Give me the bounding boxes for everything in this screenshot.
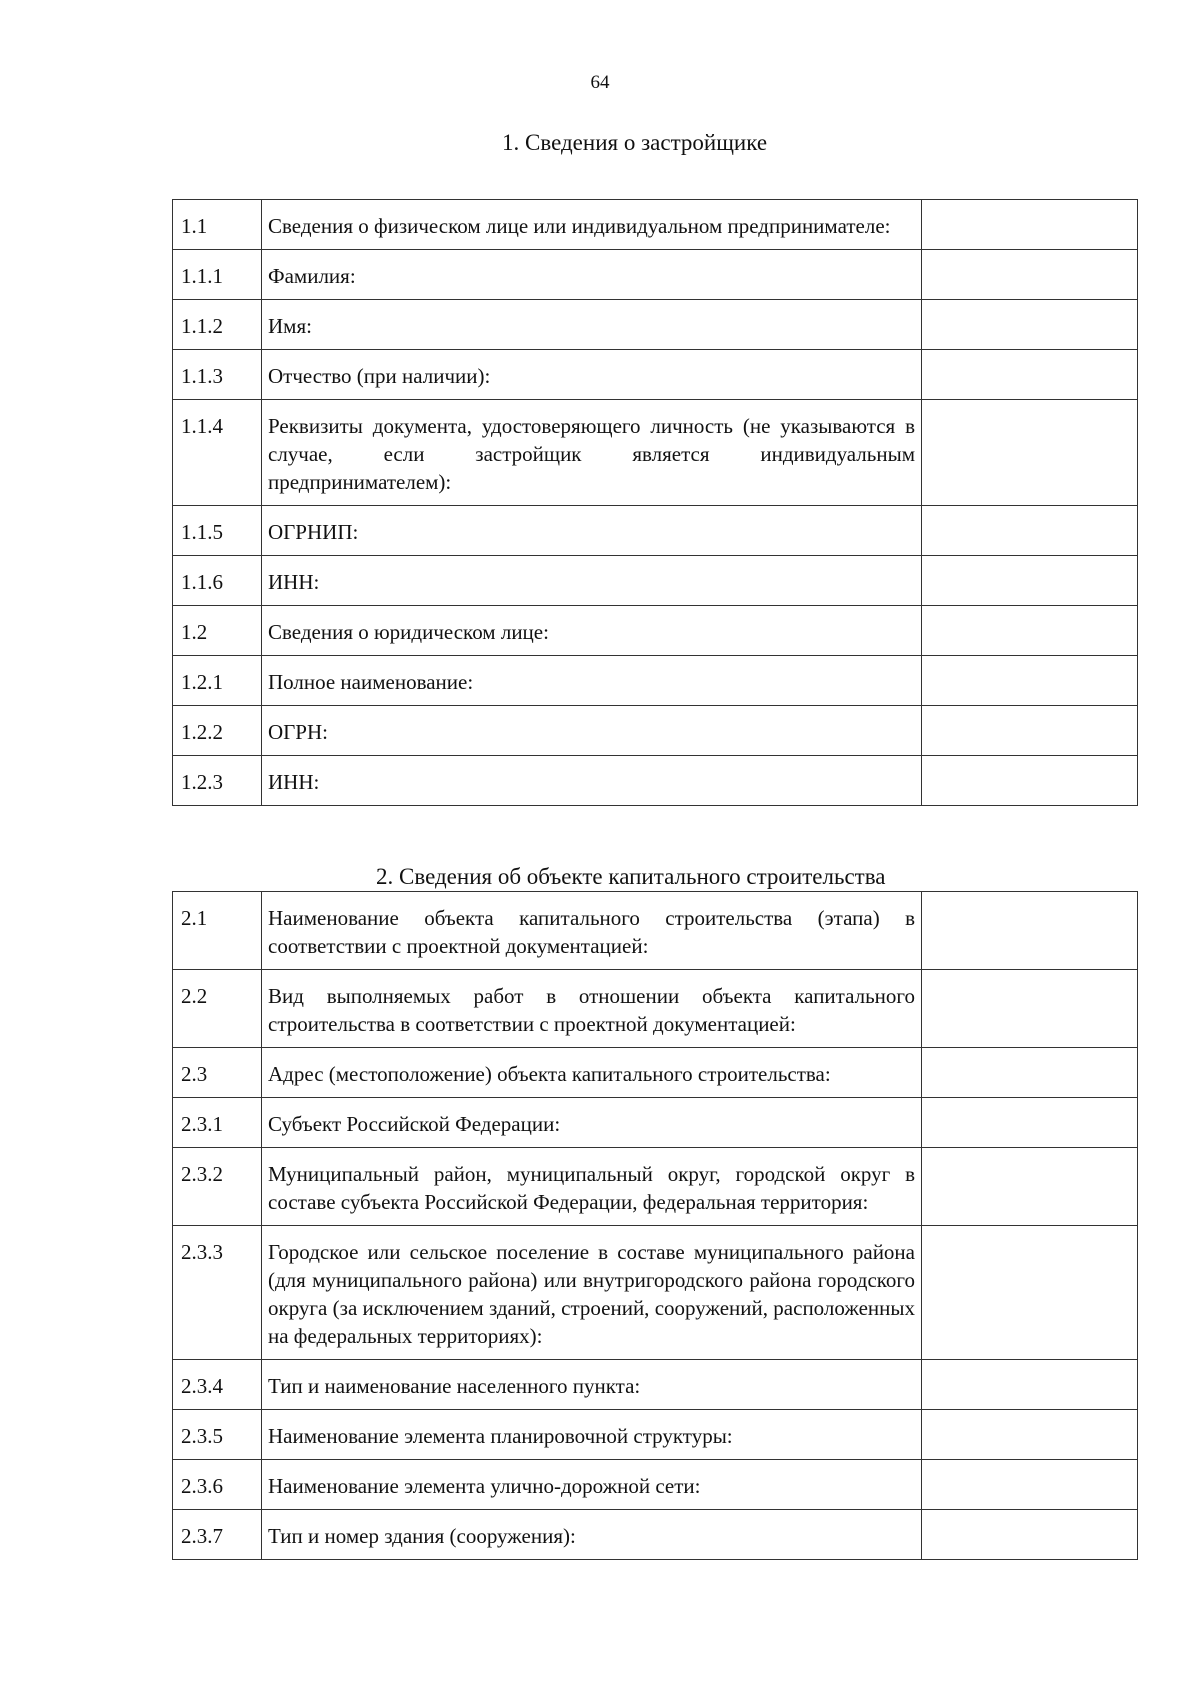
table-row xyxy=(173,1048,1138,1098)
row-value-field[interactable] xyxy=(922,1410,1138,1460)
row-number: 1.2.3 xyxy=(173,756,262,806)
row-number: 2.1 xyxy=(173,892,262,970)
table-row xyxy=(173,656,1138,706)
table-row xyxy=(173,706,1138,756)
row-label: Отчество (при наличии): xyxy=(262,350,922,400)
developer-info-table xyxy=(172,199,1138,806)
row-number: 1.1.3 xyxy=(173,350,262,400)
row-label: Наименование элемента планировочной структуры: xyxy=(262,1410,922,1460)
row-label: Тип и наименование населенного пункта: xyxy=(262,1360,922,1410)
row-label: Городское или сельское поселение в составе муниципального района (для муниципального района) или внутригородского района городского округа (за исключением зданий, строений, сооружений, расположенных на федеральных территориях): xyxy=(262,1226,922,1360)
row-value-field[interactable] xyxy=(922,1098,1138,1148)
section-2-title: 2. Сведения об объекте капитального строительства xyxy=(376,864,886,889)
row-value-field[interactable] xyxy=(922,1048,1138,1098)
row-number: 2.2 xyxy=(173,970,262,1048)
table-row xyxy=(173,1510,1138,1560)
row-value-field[interactable] xyxy=(922,506,1138,556)
row-label: Сведения о физическом лице или индивидуальном предпринимателе: xyxy=(262,200,922,250)
row-label: Имя: xyxy=(262,300,922,350)
row-value-field[interactable] xyxy=(922,1510,1138,1560)
row-label: ОГРН: xyxy=(262,706,922,756)
row-number: 2.3.6 xyxy=(173,1460,262,1510)
row-number: 2.3.2 xyxy=(173,1148,262,1226)
row-label: Реквизиты документа, удостоверяющего личность (не указываются в случае, если застройщик является индивидуальным предпринимателем): xyxy=(262,400,922,506)
table-row xyxy=(173,400,1138,506)
row-value-field[interactable] xyxy=(922,706,1138,756)
table-row xyxy=(173,892,1138,970)
table-row xyxy=(173,606,1138,656)
row-label: Наименование объекта капитального строительства (этапа) в соответствии с проектной документацией: xyxy=(262,892,922,970)
row-value-field[interactable] xyxy=(922,1226,1138,1360)
table-row xyxy=(173,1098,1138,1148)
row-number: 2.3.3 xyxy=(173,1226,262,1360)
row-value-field[interactable] xyxy=(922,756,1138,806)
row-value-field[interactable] xyxy=(922,1360,1138,1410)
row-value-field[interactable] xyxy=(922,656,1138,706)
row-value-field[interactable] xyxy=(922,250,1138,300)
row-number: 1.2 xyxy=(173,606,262,656)
table-row xyxy=(173,250,1138,300)
row-label: Полное наименование: xyxy=(262,656,922,706)
table-row xyxy=(173,1226,1138,1360)
table-row xyxy=(173,200,1138,250)
row-label: Субъект Российской Федерации: xyxy=(262,1098,922,1148)
row-label: Фамилия: xyxy=(262,250,922,300)
row-number: 1.1.4 xyxy=(173,400,262,506)
row-label: Сведения о юридическом лице: xyxy=(262,606,922,656)
table-row xyxy=(173,1148,1138,1226)
row-value-field[interactable] xyxy=(922,892,1138,970)
row-number: 1.2.1 xyxy=(173,656,262,706)
row-number: 2.3.5 xyxy=(173,1410,262,1460)
row-number: 2.3.1 xyxy=(173,1098,262,1148)
table-row xyxy=(173,556,1138,606)
row-value-field[interactable] xyxy=(922,1148,1138,1226)
row-value-field[interactable] xyxy=(922,606,1138,656)
row-number: 1.1.6 xyxy=(173,556,262,606)
row-value-field[interactable] xyxy=(922,1460,1138,1510)
row-label: ИНН: xyxy=(262,556,922,606)
row-number: 2.3 xyxy=(173,1048,262,1098)
row-label: Наименование элемента улично-дорожной сети: xyxy=(262,1460,922,1510)
row-value-field[interactable] xyxy=(922,300,1138,350)
row-number: 1.1.5 xyxy=(173,506,262,556)
row-value-field[interactable] xyxy=(922,970,1138,1048)
row-value-field[interactable] xyxy=(922,556,1138,606)
row-number: 1.2.2 xyxy=(173,706,262,756)
row-label: Муниципальный район, муниципальный округ, городской округ в составе субъекта Российской Федерации, федеральная территория: xyxy=(262,1148,922,1226)
row-number: 1.1 xyxy=(173,200,262,250)
row-label: ИНН: xyxy=(262,756,922,806)
table-row xyxy=(173,970,1138,1048)
row-value-field[interactable] xyxy=(922,200,1138,250)
section-1-title: 1. Сведения о застройщике xyxy=(502,130,768,155)
table-row xyxy=(173,1360,1138,1410)
table-row xyxy=(173,506,1138,556)
table-row xyxy=(173,300,1138,350)
table-row xyxy=(173,1460,1138,1510)
row-label: Тип и номер здания (сооружения): xyxy=(262,1510,922,1560)
row-number: 2.3.4 xyxy=(173,1360,262,1410)
page-number: 64 xyxy=(590,72,610,93)
row-label: Адрес (местоположение) объекта капитального строительства: xyxy=(262,1048,922,1098)
table-row xyxy=(173,350,1138,400)
row-label: Вид выполняемых работ в отношении объекта капитального строительства в соответствии с проектной документацией: xyxy=(262,970,922,1048)
row-number: 1.1.2 xyxy=(173,300,262,350)
table-row xyxy=(173,1410,1138,1460)
construction-object-table xyxy=(172,891,1138,1560)
row-number: 1.1.1 xyxy=(173,250,262,300)
row-number: 2.3.7 xyxy=(173,1510,262,1560)
table-row xyxy=(173,756,1138,806)
row-value-field[interactable] xyxy=(922,350,1138,400)
row-label: ОГРНИП: xyxy=(262,506,922,556)
row-value-field[interactable] xyxy=(922,400,1138,506)
